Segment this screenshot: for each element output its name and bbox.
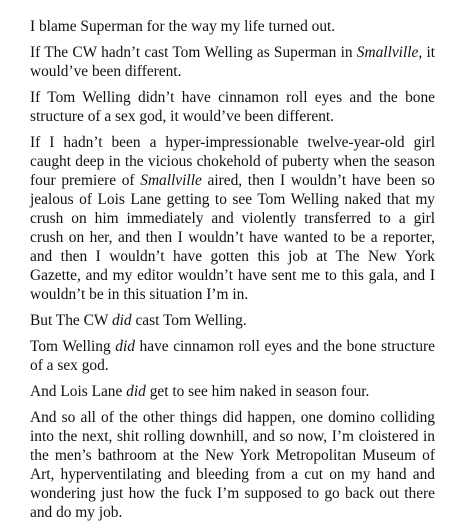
paragraph <box>30 337 435 375</box>
text-run: But The CW <box>30 312 112 329</box>
italic-text-run: did <box>111 312 132 329</box>
text-run: If The CW hadn’t cast Tom Welling as Superman in <box>30 44 357 61</box>
paragraph <box>30 88 435 126</box>
text-run: get to see him naked in season four. <box>145 383 370 400</box>
text-run: have cinnamon roll eyes and the bone structure of a sex god. <box>30 338 435 374</box>
italic-text-run: did <box>115 338 135 355</box>
italic-text-run: did <box>126 383 146 400</box>
paragraph <box>30 43 435 81</box>
text-run: Tom Welling <box>30 338 116 355</box>
document-text <box>30 17 435 529</box>
text-run: And so all of the other things did happen, one domino colliding into the next, shit rolling downhill, and so now, I’m cloistered in the men’s bathroom at the New York Metropolitan Museum of Art, hyperventilating and bleeding from a cut on my hand and wondering just how the fuck I’m supposed to go back out there and do my job. <box>30 409 435 521</box>
text-run: I blame Superman for the way my life turned out. <box>30 18 336 35</box>
text-run: If Tom Welling didn’t have cinnamon roll eyes and the bone structure of a sex god, it would’ve been different. <box>30 89 435 125</box>
paragraph <box>30 382 435 401</box>
paragraph <box>30 311 435 330</box>
paragraph <box>30 133 435 304</box>
text-run: aired, then I wouldn’t have been so jealous of Lois Lane getting to see Tom Welling naked that my crush on him immediately and violently transferred to a girl crush on her, and then I wouldn’t have wanted to be a reporter, and then I wouldn’t have gotten this job at The New York Gazette, and my editor wouldn’t have sent me to this gala, and I wouldn’t be in this situation I’m in. <box>30 172 435 303</box>
text-run: And Lois Lane <box>30 383 127 400</box>
paragraph <box>30 408 435 522</box>
text-run: cast Tom Welling. <box>131 312 247 329</box>
italic-text-run: Smallville <box>140 172 202 189</box>
text-run: , it would’ve been different. <box>30 44 436 80</box>
italic-text-run: Smallville <box>356 44 419 61</box>
paragraph <box>30 17 435 36</box>
text-run: If I hadn’t been a hyper-impressionable twelve-year-old girl caught deep in the vicious chokehold of puberty when the season four premiere of <box>30 134 435 189</box>
